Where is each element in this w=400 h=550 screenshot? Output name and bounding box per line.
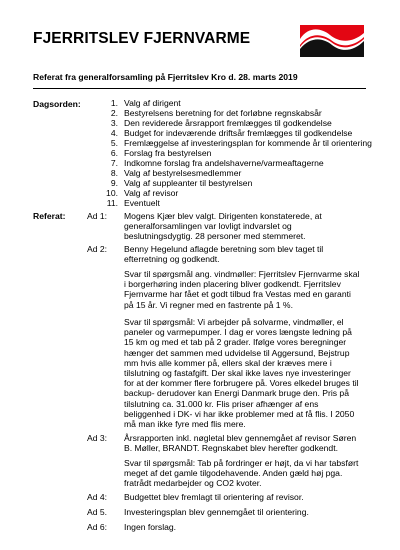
list-item: 1. Valg af dirigent xyxy=(110,98,181,108)
ad6-text: Ingen forslag. xyxy=(124,522,177,532)
ad3-paragraph-1: Årsrapporten inkl. nøgletal blev gennemgået af revisor Søren B. Møller, BRANDT. Regnskabet blev herefter godkendt. xyxy=(124,433,357,454)
list-item: 7. Indkomne forslag fra andelshaverne/varmeaftagerne xyxy=(110,157,324,168)
ad4-text: Budgettet blev fremlagt til orientering af revisor. xyxy=(124,492,304,502)
ad5-label: Ad 5. xyxy=(87,507,108,517)
ad4-label: Ad 4: xyxy=(87,492,108,502)
list-item: 4. Budget for indeværende driftsår fremlægges til godkendelse xyxy=(110,127,353,138)
ad2-paragraph-1: Benny Hegelund aflagde beretning som blev taget til efterretning og godkendt. xyxy=(124,244,324,265)
list-item: 6. Forslag fra bestyrelsen xyxy=(110,147,212,158)
ad2-paragraph-3: Svar til spørgsmål: Vi arbejder på solvarme, vindmøller, el paneler og varmepumper. I dag er vores længste ledning på 15 km og med et tab på 2 grader. Ifølge vores beregninger hænger det sammen med udvidelse til Aggersund, Bejstrup mm hvis alle kommer på, ellers skal der kræves mere i tilslutning og fastafgift. Der skal ikke laves nye investeringer for at der kommer flere forbrugere på. Vores elkedel bruges til backup- derudover kan Energi Danmark bruge den. Pris på tilslutning ca. 31.000 kr. Flis priser afhænger af ens beliggenhed i DK- vi har ikke problemer med at få flis. I 2050 må man ikke fyre med flis mere. xyxy=(124,317,359,430)
list-item: 10. Valg af revisor xyxy=(106,187,179,198)
ad3-paragraph-2: Svar til spørgsmål: Tab på fordringer er højt, da vi har tabsført meget af det gamle tilgodehavende. Anden gæld høj pga. fratrådt medarbejder og CO2 kvoter. xyxy=(124,458,359,489)
company-logo xyxy=(300,25,364,57)
document-title: Referat fra generalforsamling på Fjerritslev Kro d. 28. marts 2019 xyxy=(33,72,298,82)
title-divider xyxy=(33,88,366,89)
list-item: 2. Bestyrelsens beretning for det forløbne regnskabsår xyxy=(110,107,322,118)
list-item: 9. Valg af suppleanter til bestyrelsen xyxy=(110,177,253,188)
org-name: FJERRITSLEV FJERNVARME xyxy=(33,30,251,47)
ad5-text: Investeringsplan blev gennemgået til orientering. xyxy=(124,507,309,517)
ad2-paragraph-2: Svar til spørgsmål ang. vindmøller: Fjerritslev Fjernvarme skal i borgerhøring inden placering bliver godkendt. Fjerritslev Fjernvarme har fået et godt tilbud fra Vestas med en garanti på 15 år. Vi regner med en fastrente på 1 %. xyxy=(124,269,360,310)
list-item: 8. Valg af bestyrelsesmedlemmer xyxy=(110,167,242,178)
list-item: 5. Fremlæggelse af investeringsplan for kommende år til orientering xyxy=(110,137,372,148)
ad1-text: Mogens Kjær blev valgt. Dirigenten konstaterede, at generalforsamlingen var lovligt indvarslet og beslutningsdygtig. 28 personer med stemmeret. xyxy=(124,211,322,242)
list-item: 3. Den reviderede årsrapport fremlægges til godkendelse xyxy=(110,117,332,128)
agenda-label: Dagsorden: xyxy=(33,99,81,109)
ad3-label: Ad 3: xyxy=(87,433,108,443)
ad1-label: Ad 1: xyxy=(87,211,108,221)
ad2-label: Ad 2: xyxy=(87,244,108,254)
ad6-label: Ad 6: xyxy=(87,522,108,532)
agenda-list xyxy=(104,99,372,208)
minutes-label: Referat: xyxy=(33,211,66,221)
list-item: 11. Eventuelt xyxy=(106,197,160,208)
